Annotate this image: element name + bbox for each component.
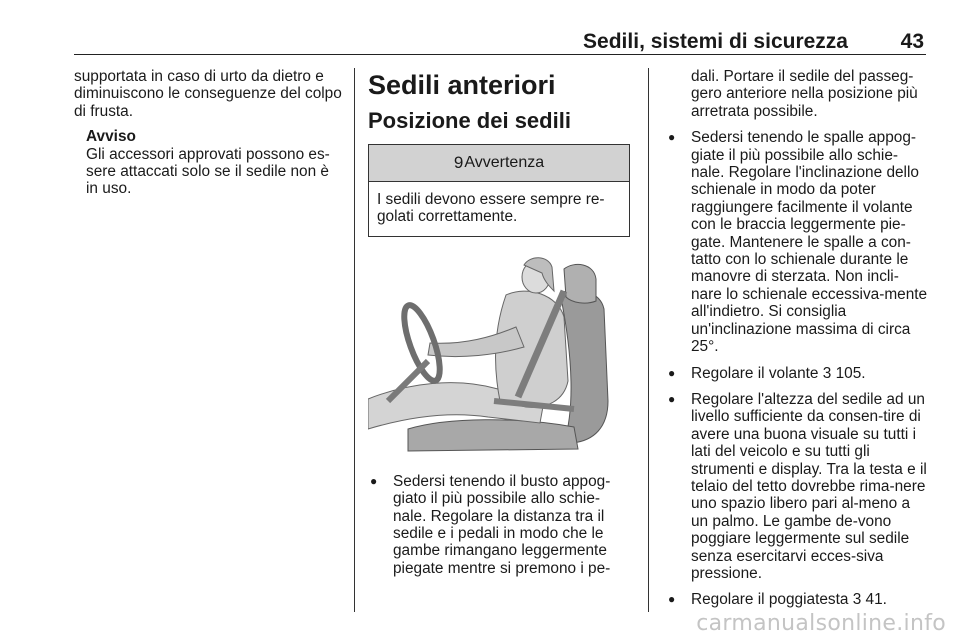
list-item: ● Sedersi tenendo il busto appog-giato il più possibile allo schie-nale. Regolare la distanza tra il sedile e i pedali in modo che le gambe rimangano leggermente piegate mentre si premono i pe- [368,473,632,577]
warning-icon: 9 [453,153,464,173]
subsection-heading: Posizione dei sedili [368,108,571,133]
intro-paragraph: supportata in caso di urto da dietro e diminuiscono le conseguenze del colpo di frusta. [74,68,342,120]
seat-position-illustration [368,251,632,457]
list-item: ● Regolare il poggiatesta 3 41. [666,591,928,608]
bullet-list [666,129,928,609]
warning-header [369,145,629,182]
watermark: carmanualsonline.info [696,611,946,636]
list-item: ● Regolare il volante 3 105. [666,365,928,382]
warning-box [368,144,630,237]
column-right [666,68,928,618]
warning-text: I sedili devono essere sempre re-golati correttamente. [377,191,605,226]
continued-text: dali. Portare il sedile del passeg-gero anteriore nella posizione più arretrata possibile. [691,68,918,120]
list-item: ● Regolare l'altezza del sedile ad un livello sufficiente da consen-tire di avere una buona visuale su tutti i lati del veicolo e su tutti gli strumenti e display. Tra la testa e il telaio del tetto dovrebbe rima-nere uno spazio libero pari al-meno a un palmo. Le gambe de-vono poggiare leggermente sul sedile senza esercitarvi ecces-siva pressione. [666,391,928,582]
column-divider [648,68,649,612]
list-item: ● Sedersi tenendo le spalle appog-giate il più possibile allo schie-nale. Regolare l'inclinazione dello schienale in modo da poter raggiungere facilmente il volante con le braccia leggermente pie-gate. Mantenere le spalle a con-tatto con lo schienale durante le manovre di sterzata. Non incli-nare lo schienale eccessiva-mente all'indietro. Si consiglia un'inclinazione massima di circa 25°. [666,129,928,355]
section-heading: Sedili anteriori [368,70,556,100]
warning-title: Avvertenza [464,154,545,172]
column-middle [368,68,632,586]
note-text: Gli accessori approvati possono es-sere attaccati solo se il sedile non è in uso. [86,145,330,198]
page-header [74,28,926,55]
note-box [86,128,344,198]
section-title: Sedili, sistemi di sicurezza [583,30,848,53]
bullet-list [368,473,632,577]
column-left [74,68,344,198]
note-title: Avviso [86,128,136,146]
column-divider [354,68,355,612]
page-number: 43 [900,30,924,53]
